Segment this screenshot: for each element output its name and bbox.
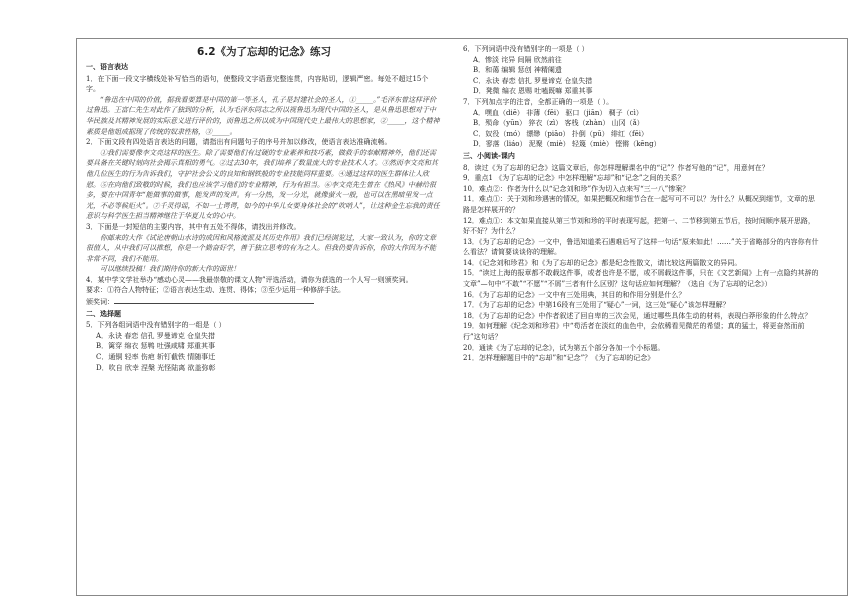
page-title: 6.2《为了忘却的记念》练习 — [196, 46, 332, 58]
question-4-requirements: 要求：①符合人物特征；②语言表达生动、连贯、得体；③至少运用一种修辞手法。 — [86, 286, 345, 295]
question-4: 4．某中学文学社举办“感动心灵——我最崇敬的课文人物”评选活动，请你为获选的一个人写一则颁奖词。 — [86, 275, 413, 284]
question-7-option-a: A．嘿血（diē） 非薄（fēi） 驱口（jiān） 稠子（cì） — [473, 108, 643, 117]
question-5: 5．下列各组词语中没有错别字的一组是（ ） — [86, 321, 226, 330]
question-1: 1．在下面一段文字横线处补写恰当的语句，使整段文字语意完整连贯，内容贴切，逻辑严密。每处不超过15个字。 — [86, 74, 429, 94]
question-14: 14．《记念刘和珍君》和《为了忘却的记念》都是纪念性散文，请比较这两篇散文的异同。 — [463, 258, 742, 267]
question-6-option-d: D．凳微 编衣 恩赐 吐嗑既嘛 郑重其事 — [473, 87, 593, 96]
question-13: 13．《为了忘却的记念》一文中，鲁迅知道柔石遇难后写了这样一句话“原来如此！……”关于省略部分的内容你有什么看法？请简要谈谈你的理解。 — [463, 237, 819, 257]
left-column — [86, 44, 442, 373]
question-20: 20．通读《为了忘却的记念》，试为第五个部分各加一个小标题。 — [463, 343, 665, 352]
question-17: 17．《为了忘却的记念》中第16段有三处用了“疑心”一词，这三处“疑心”该怎样理解？ — [463, 301, 730, 310]
question-7: 7．下列加点字的注音，全都正确的一项是（ ）。 — [463, 97, 614, 106]
question-15: 15．“读过上海的报章都不敢载这件事，或者也许是不愿，或不屑载这件事，只在《文艺新闻》上有一点隐约其辞的文章”—句中“不敢”“不愿”“不屑”三者有什么区别？这句话应如何理解？（选自《为了忘却的记念》） — [463, 269, 819, 289]
question-10: 10．难点②：作者为什么以“记念刘和珍”作为切入点来写“三一八”惨案？ — [463, 184, 690, 193]
question-18: 18．《为了忘却的记念》中作者叙述了回自卑的三次会见，通过哪些具体生动的材料，表现白莽形象的什么特点？ — [463, 311, 812, 320]
question-5-option-d: D．吹自 欣幸 涅槃 光怪陆离 欲盖弥彰 — [96, 363, 216, 372]
award-label: 颁奖词： — [86, 298, 114, 307]
question-7-option-b: B．殒命（yūn） 猝衣（zì） 客栈（zhàn） 山冈（ǎ） — [473, 119, 644, 128]
section-heading-reading: 三、小阅读-课内 — [463, 150, 515, 160]
right-column — [463, 44, 819, 364]
question-6: 6．下列词语中没有错别字的一项是（ ） — [463, 45, 589, 53]
question-5-option-c: C．通铜 轻率 伤疤 斩钉截铁 情随事迁 — [96, 353, 216, 362]
question-8: 8．读过《为了忘却的记念》这篇文章后，你怎样理解课名中的“记”？作者写他的“记”，用意何在？ — [463, 163, 769, 172]
question-1-passage: “鲁迅在中国的价值，据我看要算是中国的第一等圣人，孔子是封建社会的圣人，①_____。”毛泽东曾这样评价过鲁迅。王富仁先生对此作了独到的分析，认为毛泽东同志之所以视鲁迅为现代中国的圣人，是从鲁迅思想对于中华民族及其精神发展的实际意义进行评价的，而鲁迅之所以成为中国现代史上最伟大的思想家，②_____，这个精神素质是他姐成据现了传统的奴隶性格，③_____。 — [86, 95, 440, 136]
question-16: 16．《为了忘却的记念》一文中有三处用典，其目的和作用分别是什么？ — [463, 290, 686, 299]
question-3: 3．下面是一封短信的主要内容，其中有五处不得体，请找出并修改。 — [86, 222, 301, 231]
question-4-answer-line[interactable] — [86, 296, 442, 308]
answer-blank[interactable] — [114, 296, 314, 304]
question-2: 2．下面文段有四处语言表达的问题，请指出有问题句子的序号并加以修改，使语言表达准确流畅。 — [86, 138, 392, 147]
question-6-option-c: C．永诀 春恋 信扎 罗曼谛克 仓皇失措 — [473, 76, 593, 85]
question-21: 21．怎样理解题目中的“忘却”和“记念”？《为了忘却的记念》 — [463, 354, 655, 363]
question-7-option-d: D．寥落（liáo） 泥聚（miè） 轻篾（miè） 铿锵（kēng） — [473, 140, 661, 149]
section-heading-language: 一、语言表达 — [86, 62, 128, 71]
question-6-option-b: B．和蔼 编辑 惩创 神精阑遗 — [473, 66, 562, 75]
question-19: 19．如何理解《纪念刘和珍君》中“苟活者在淡红的血色中，会依稀看见微茫的希望；真的猛士，将更奋然而前行”这句话？ — [463, 322, 805, 342]
question-7-option-c: C．奴役（mó） 缥缈（piāo） 扑倒（pū） 绯红（fēi） — [473, 129, 648, 138]
question-5-option-b: B．篱穿 绵衣 惩鸭 吐强咸啸 郑重其事 — [96, 342, 216, 351]
question-12: 12．难点①：本文如果直接从第三节刘和珍的平时表现写起，把第一、二节移到第五节后，按时间顺序展开思路，好不好？为什么？ — [463, 216, 815, 236]
question-3-letter: 你邮来的大作《试论唐朝山水诗的成因和风格流派及其历史作用》我们已经浏览过，大家一致认为，你的文章很值人，从中我们可以推想，你是一个勤奋好学，善于独立思考的有为之人。但我仍要告诉你，你的大作因为不能非常不同，我们不能用。 — [86, 233, 436, 263]
question-3-letter-close: 可以继续投稿！我们期待你的新大作的面世！ — [100, 265, 240, 274]
question-6-option-a: A．惨淡 诧异 间隔 欣然前往 — [473, 55, 562, 64]
question-9: 9．重点1 《为了忘却的记念》中怎样理解“忘却”和“记念”之间的关系？ — [463, 174, 685, 183]
question-5-option-a: A．永诀 春恋 信孔 罗曼谛克 仓皇失措 — [96, 331, 215, 340]
question-11: 11．难点①：关于刘和珍遇害的情况，如果把概况和细节合在一起写可不可以？为什么？从概况到细节，文章的思路是怎样展开的？ — [463, 195, 815, 214]
section-heading-choice: 二、选择题 — [86, 308, 121, 318]
question-2-passage: ①我们需要像李文亮这样的医生。除了需要他们有过硬的专业素养和技巧素，做救手的奉献精神外，他们还需要具备在关键时刻向社会揭示真相的勇气。②过去30年，我们培养了数量庞大的专业技术人才。③然而李文亮和其他几位医生的行为告诉我们，守护社会公义的良知和钢铁般的专业技能同样重要。④通过这样的医生群体让人欣慰。⑤在向他们致敬的时候，我们也应该学习他们的专业精神，行为有担当。⑥李文亮先生曾在《热风》中赫给很多，要在中国青年“能做事的做事，能发声的发声。有一分热，发一分光，就像萤火一般，也可以在黑暗里发一点光，不必等候炬火”。⑦千灵得谣，不如一士谔谔，如今的中华儿女要身体社会的“吹哨人”，让这种金生忘我的责任意识与科学医生担当精神继往于华夏儿女的心中。 — [86, 148, 440, 221]
